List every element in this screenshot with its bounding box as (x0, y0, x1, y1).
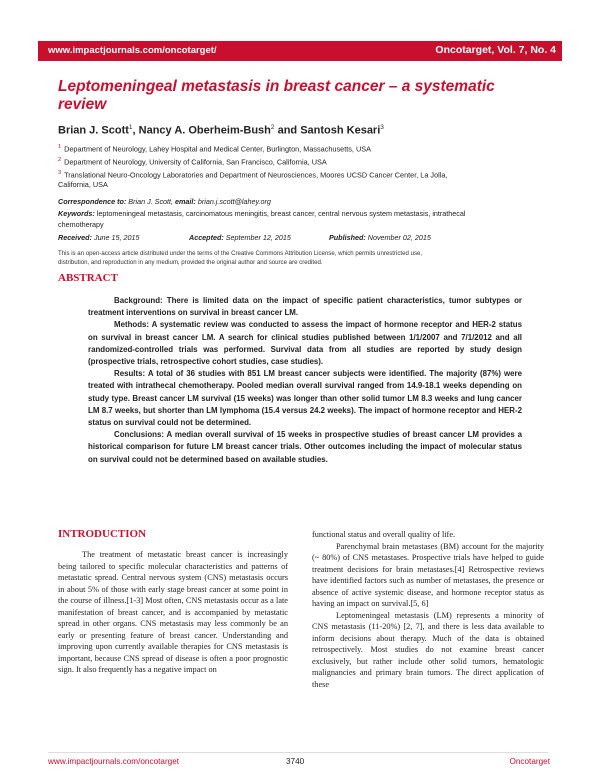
affiliation: $^2$ Department of Neurology, University of California, San Francisco, California, USA (58, 157, 327, 167)
author-name: Nancy A. Oberheim-Bush (138, 124, 271, 137)
abstract-body (88, 295, 522, 466)
right-column (312, 529, 544, 690)
author-sup: 1 (128, 124, 133, 131)
journal-url[interactable]: www.impactjournals.com/oncotarget/ (48, 45, 217, 56)
left-column (58, 549, 288, 676)
abstract-heading: ABSTRACT (58, 272, 118, 284)
abstract-methods: Methods: A systematic review was conducted to assess the impact of hormone receptor and HER-2 status on survival in breast cancer LM. A search for clinical studies published between 1/1/2007 and 7/1/2012 and all randomized-controlled trials was performed. Survival data from all studies are reported by study design (prospective trials, retrospective cohort studies, case studies). (88, 320, 522, 367)
footer-journal: Oncotarget (509, 757, 550, 766)
journal-citation: Oncotarget, Vol. 7, No. 4 (435, 44, 556, 56)
abstract-conclusions: Conclusions: A median overall survival of 15 weeks in prospective studies of breast cancer LM provides a historical comparison for future LM breast cancer trials. Other outcomes including the impact of molecular status on survival could not be determined based on available studies. (88, 430, 522, 464)
affiliation-cont: California, USA (58, 180, 108, 189)
author-list: Brian J. Scott$^1$, Nancy A. Oberheim-Bush$^2$ and Santosh Kesari$^3$ (58, 124, 384, 137)
introduction-heading: INTRODUCTION (58, 528, 147, 540)
intro-paragraph: functional status and overall quality of life. (312, 530, 456, 539)
email-link[interactable]: brian.j.scott@lahey.org (197, 197, 271, 206)
correspondence: Correspondence to: Brian J. Scott, email: brian.j.scott@lahey.org (58, 197, 271, 206)
keywords-cont: chemotherapy (58, 220, 104, 229)
abstract-background: Background: There is limited data on the impact of specific patient characteristics, tumor subtypes or treatment interventions on survival in breast cancer LM. (88, 296, 522, 318)
author-name: Santosh Kesari (300, 124, 381, 137)
page-number: 3740 (286, 757, 305, 766)
footer-divider (48, 752, 548, 753)
keywords: Keywords: leptomeningeal metastasis, carcinomatous meningitis, breast cancer, central nervous system metastasis, intrathecal (58, 209, 466, 218)
author-sup: 3 (380, 124, 384, 131)
license-note: This is an open-access article distributed under the terms of the Creative Commons Attribution License, which permits unrestricted use, distribution, and reproduction in any medium, provided the original author and source are credited. (58, 250, 423, 266)
affiliation: $^1$ Department of Neurology, Lahey Hospital and Medical Center, Burlington, Massachusetts, USA (58, 144, 371, 154)
author-name: Brian J. Scott (58, 124, 129, 137)
intro-paragraph: Leptomeningeal metastasis (LM) represents a minority of CNS metastasis (11-20%) [2, 7], and there is less data available to inform decisions about therapy. Much of the data is obtained retrospectively. Most studies do not examine breast cancer exclusively, but rather include other solid tumors, hematologic malignancies and primary brain tumors. The direct application of these (312, 610, 544, 689)
footer-url[interactable]: www.impactjournals.com/oncotarget (48, 757, 180, 766)
abstract-results: Results: A total of 36 studies with 851 LM breast cancer subjects were identified. The majority (87%) were treated with intrathecal chemotherapy. Pooled median overall survival ranged from 14.9-18.1 weeks depending on study type. Breast cancer LM survival (15 weeks) was longer than other solid tumor LM 8.3 weeks and lung cancer LM 8.7 weeks, but shorter than LM lymphoma (15.4 versus 24.2 weeks). The impact of hormone receptor and HER-2 status on survival could not be determined. (88, 369, 522, 428)
intro-paragraph: The treatment of metastatic breast cancer is increasingly being tailored to specific molecular characteristics and patterns of metastatic spread. Central nervous system (CNS) metastasis occurs in about 5% of those with early stage breast cancer at some point in the course of illness.[1-3] Most often, CNS metastasis occur as a late manifestation of breast cancer, and is accompanied by metastatic spread in other organs. CNS metastasis may less commonly be an early or presenting feature of breast cancer. Understanding and improving upon currently available therapies for CNS metastasis is important, because CNS spread of disease is often a poor prognostic sign. It also frequently has a negative impact on (58, 550, 288, 674)
intro-paragraph: Parenchymal brain metastases (BM) account for the majority (~ 80%) of CNS metastases. Prospective trials have helped to guide treatment decisions for brain metastases.[4] Retrospective reviews have identified factors such as number of metastases, the presence or absence of active systemic disease, and hormone receptor status as having an impact on survival.[5, 6] (312, 541, 544, 608)
article-title: Leptomeningeal metastasis in breast cancer – a systematic review (58, 78, 495, 113)
author-sup: 2 (270, 124, 275, 131)
affiliation: $^3$ Translational Neuro-Oncology Laboratories and Department of Neurosciences, Moores UCSD Cancer Center, La Jolla, (58, 170, 448, 180)
